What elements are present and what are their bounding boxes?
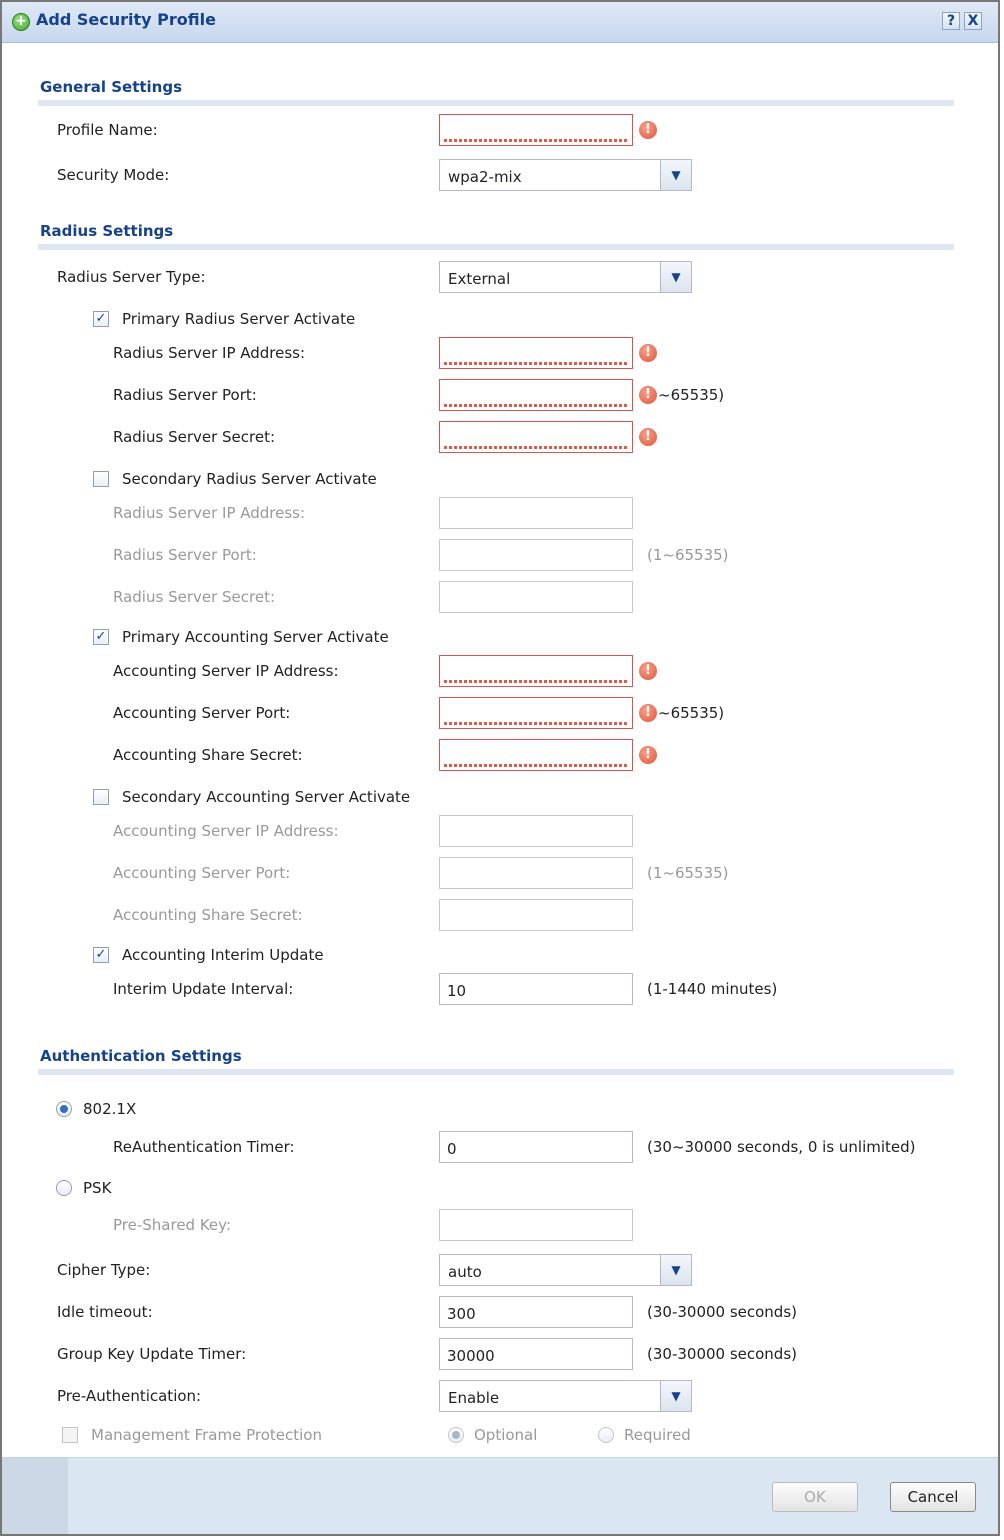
radius-server-type-label: Radius Server Type: bbox=[57, 268, 206, 286]
idle-timeout-input[interactable]: 300 bbox=[439, 1296, 633, 1328]
interim-interval-input[interactable]: 10 bbox=[439, 973, 633, 1005]
section-title-authentication: Authentication Settings bbox=[40, 1047, 242, 1065]
idle-timeout-label: Idle timeout: bbox=[57, 1303, 153, 1321]
idle-timeout-hint: (30-30000 seconds) bbox=[647, 1303, 797, 1321]
section-divider bbox=[38, 1069, 954, 1075]
footer-left-panel bbox=[2, 1458, 68, 1534]
accounting-interim-checkbox[interactable]: ✓ bbox=[93, 947, 109, 963]
cancel-button[interactable]: Cancel bbox=[890, 1482, 976, 1512]
dialog-footer bbox=[2, 1457, 998, 1534]
dot1x-label: 802.1X bbox=[83, 1100, 137, 1118]
primary-radius-port-input[interactable] bbox=[439, 379, 633, 411]
close-icon[interactable]: X bbox=[964, 12, 982, 30]
secondary-radius-port-hint: (1~65535) bbox=[647, 546, 729, 564]
interim-interval-hint: (1-1440 minutes) bbox=[647, 980, 778, 998]
help-icon[interactable]: ? bbox=[942, 12, 960, 30]
primary-radius-label: Primary Radius Server Activate bbox=[122, 310, 356, 328]
secondary-accounting-secret-label: Accounting Share Secret: bbox=[113, 906, 303, 924]
error-icon: ! bbox=[639, 746, 657, 764]
primary-accounting-port-input[interactable] bbox=[439, 697, 633, 729]
mfp-label: Management Frame Protection bbox=[91, 1426, 322, 1444]
dialog-title: Add Security Profile bbox=[36, 10, 216, 29]
mfp-optional-radio[interactable] bbox=[448, 1427, 464, 1443]
primary-radius-ip-label: Radius Server IP Address: bbox=[113, 344, 306, 362]
secondary-accounting-ip-label: Accounting Server IP Address: bbox=[113, 822, 339, 840]
accounting-interim-label: Accounting Interim Update bbox=[122, 946, 324, 964]
error-icon: ! bbox=[639, 428, 657, 446]
primary-radius-secret-input[interactable] bbox=[439, 421, 633, 453]
ok-button[interactable]: OK bbox=[772, 1482, 858, 1512]
secondary-accounting-port-label: Accounting Server Port: bbox=[113, 864, 291, 882]
primary-radius-ip-input[interactable] bbox=[439, 337, 633, 369]
mfp-required-label: Required bbox=[624, 1426, 691, 1444]
reauth-timer-input[interactable]: 0 bbox=[439, 1131, 633, 1163]
secondary-accounting-port-hint: (1~65535) bbox=[647, 864, 729, 882]
primary-radius-secret-label: Radius Server Secret: bbox=[113, 428, 276, 446]
secondary-radius-ip-input[interactable] bbox=[439, 497, 633, 529]
radius-server-type-select[interactable] bbox=[439, 261, 692, 293]
security-mode-select[interactable] bbox=[439, 159, 692, 191]
pre-authentication-value: Enable bbox=[448, 1389, 500, 1407]
secondary-accounting-checkbox[interactable] bbox=[93, 789, 109, 805]
group-key-timer-hint: (30-30000 seconds) bbox=[647, 1345, 797, 1363]
reauth-timer-hint: (30~30000 seconds, 0 is unlimited) bbox=[647, 1138, 916, 1156]
chevron-down-icon[interactable]: ▼ bbox=[660, 262, 691, 292]
mfp-checkbox[interactable] bbox=[62, 1427, 78, 1443]
primary-accounting-secret-input[interactable] bbox=[439, 739, 633, 771]
security-mode-label: Security Mode: bbox=[57, 166, 170, 184]
secondary-radius-ip-label: Radius Server IP Address: bbox=[113, 504, 306, 522]
pre-authentication-select[interactable] bbox=[439, 1380, 692, 1412]
section-title-radius: Radius Settings bbox=[40, 222, 174, 240]
psk-radio[interactable] bbox=[56, 1180, 72, 1196]
primary-radius-port-hint: ~65535) bbox=[658, 386, 725, 404]
primary-radius-port-label: Radius Server Port: bbox=[113, 386, 257, 404]
secondary-accounting-label: Secondary Accounting Server Activate bbox=[122, 788, 411, 806]
interim-interval-label: Interim Update Interval: bbox=[113, 980, 294, 998]
chevron-down-icon[interactable]: ▼ bbox=[660, 160, 691, 190]
security-mode-value: wpa2-mix bbox=[448, 168, 522, 186]
secondary-radius-port-label: Radius Server Port: bbox=[113, 546, 257, 564]
add-icon: + bbox=[12, 13, 30, 31]
radius-server-type-value: External bbox=[448, 270, 511, 288]
section-divider bbox=[38, 100, 954, 106]
primary-accounting-ip-input[interactable] bbox=[439, 655, 633, 687]
secondary-accounting-port-input[interactable] bbox=[439, 857, 633, 889]
reauth-timer-label: ReAuthentication Timer: bbox=[113, 1138, 295, 1156]
mfp-required-radio[interactable] bbox=[598, 1427, 614, 1443]
cipher-type-label: Cipher Type: bbox=[57, 1261, 151, 1279]
secondary-radius-checkbox[interactable] bbox=[93, 471, 109, 487]
secondary-accounting-secret-input[interactable] bbox=[439, 899, 633, 931]
secondary-radius-label: Secondary Radius Server Activate bbox=[122, 470, 377, 488]
group-key-timer-input[interactable]: 30000 bbox=[439, 1338, 633, 1370]
primary-accounting-port-label: Accounting Server Port: bbox=[113, 704, 291, 722]
psk-label: PSK bbox=[83, 1179, 112, 1197]
chevron-down-icon[interactable]: ▼ bbox=[660, 1381, 691, 1411]
profile-name-input[interactable] bbox=[439, 114, 633, 146]
error-icon: ! bbox=[639, 704, 657, 722]
section-title-general: General Settings bbox=[40, 78, 183, 96]
pre-shared-key-input[interactable] bbox=[439, 1209, 633, 1241]
group-key-timer-label: Group Key Update Timer: bbox=[57, 1345, 247, 1363]
secondary-radius-secret-label: Radius Server Secret: bbox=[113, 588, 276, 606]
chevron-down-icon[interactable]: ▼ bbox=[660, 1255, 691, 1285]
section-divider bbox=[38, 244, 954, 250]
secondary-radius-port-input[interactable] bbox=[439, 539, 633, 571]
secondary-radius-secret-input[interactable] bbox=[439, 581, 633, 613]
error-icon: ! bbox=[639, 344, 657, 362]
error-icon: ! bbox=[639, 662, 657, 680]
pre-shared-key-label: Pre-Shared Key: bbox=[113, 1216, 231, 1234]
dot1x-radio[interactable] bbox=[56, 1101, 72, 1117]
cipher-type-select[interactable] bbox=[439, 1254, 692, 1286]
primary-accounting-ip-label: Accounting Server IP Address: bbox=[113, 662, 339, 680]
mfp-optional-label: Optional bbox=[474, 1426, 538, 1444]
primary-radius-checkbox[interactable]: ✓ bbox=[93, 311, 109, 327]
primary-accounting-label: Primary Accounting Server Activate bbox=[122, 628, 389, 646]
profile-name-label: Profile Name: bbox=[57, 121, 158, 139]
dialog-titlebar bbox=[2, 2, 998, 43]
error-icon: ! bbox=[639, 386, 657, 404]
secondary-accounting-ip-input[interactable] bbox=[439, 815, 633, 847]
primary-accounting-port-hint: ~65535) bbox=[658, 704, 725, 722]
cipher-type-value: auto bbox=[448, 1263, 482, 1281]
primary-accounting-secret-label: Accounting Share Secret: bbox=[113, 746, 303, 764]
error-icon: ! bbox=[639, 121, 657, 139]
primary-accounting-checkbox[interactable]: ✓ bbox=[93, 629, 109, 645]
pre-authentication-label: Pre-Authentication: bbox=[57, 1387, 202, 1405]
